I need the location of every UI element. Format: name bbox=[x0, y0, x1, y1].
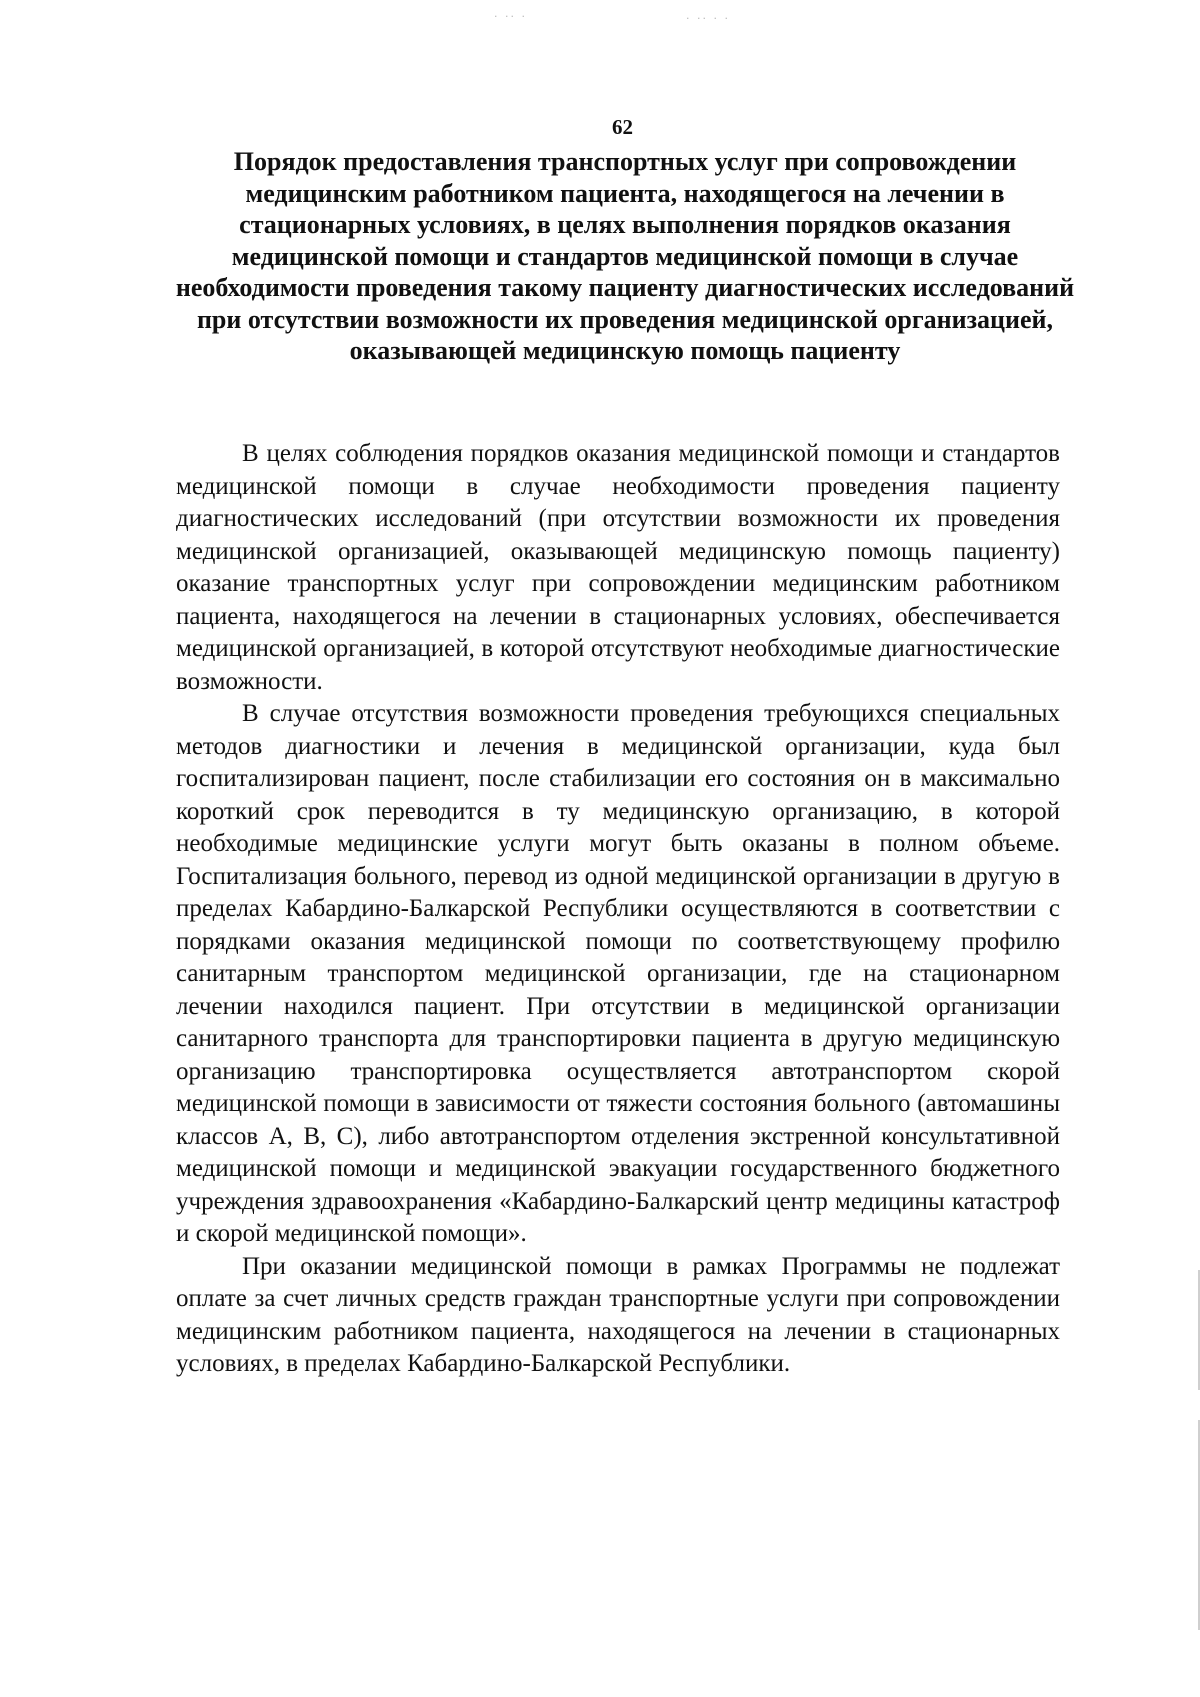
scan-noise-top-right: · ·· · · bbox=[686, 12, 730, 25]
document-body bbox=[176, 438, 1060, 1381]
paragraph: В целях соблюдения порядков оказания медицинской помощи и стандартов медицинской помощи в случае необходимости проведения пациенту диагностических исследований (при отсутствии возможности их проведения медицинской организацией, оказывающей медицинскую помощь пациенту) оказание транспортных услуг при сопровождении медицинским работником пациента, находящегося на лечении в стационарных условиях, обеспечивается медицинской организацией, в которой отсутствуют необходимые диагностические возможности. bbox=[176, 440, 1060, 695]
scan-noise-top-left: · ·· · bbox=[494, 10, 527, 23]
paragraph: В случае отсутствия возможности проведения требующихся специальных методов диагностики и лечения в медицинской организации, куда был госпитализирован пациент, после стабилизации его состояния он в максимально короткий срок переводится в ту медицинскую организацию, в которой необходимые медицинские услуги могут быть оказаны в полном объеме. Госпитализация больного, перевод из одной медицинской организации в другую в пределах Кабардино-Балкарской Республики осуществляются в соответствии с порядками оказания медицинской помощи по соответствующему профилю санитарным транспортом медицинской организации, где на стационарном лечении находился пациент. При отсутствии в медицинской организации санитарного транспорта для транспортировки пациента в другую медицинскую организацию транспортировка осуществляется автотранспортом скорой медицинской помощи в зависимости от тяжести состояния больного (автомашины классов А, В, С), либо автотранспортом отделения экстренной консультативной медицинской помощи и медицинской эвакуации государственного бюджетного учреждения здравоохранения «Кабардино-Балкарский центр медицины катастроф и скорой медицинской помощи». bbox=[176, 700, 1060, 1247]
paragraph: При оказании медицинской помощи в рамках Программы не подлежат оплате за счет личных средств граждан транспортные услуги при сопровождении медицинским работником пациента, находящегося на лечении в стационарных условиях, в пределах Кабардино-Балкарской Республики. bbox=[176, 1252, 1060, 1377]
document-title: Порядок предоставления транспортных услуг при сопровождении медицинским работником пациента, находящегося на лечении в стационарных условиях, в целях выполнения порядков оказания медицинской помощи и стандартов медицинской помощи в случае необходимости проведения такому пациенту диагностических исследований при отсутствии возможности их проведения медицинской организацией, оказывающей медицинскую помощь пациенту bbox=[175, 147, 1075, 365]
page-number: 62 bbox=[612, 115, 633, 139]
